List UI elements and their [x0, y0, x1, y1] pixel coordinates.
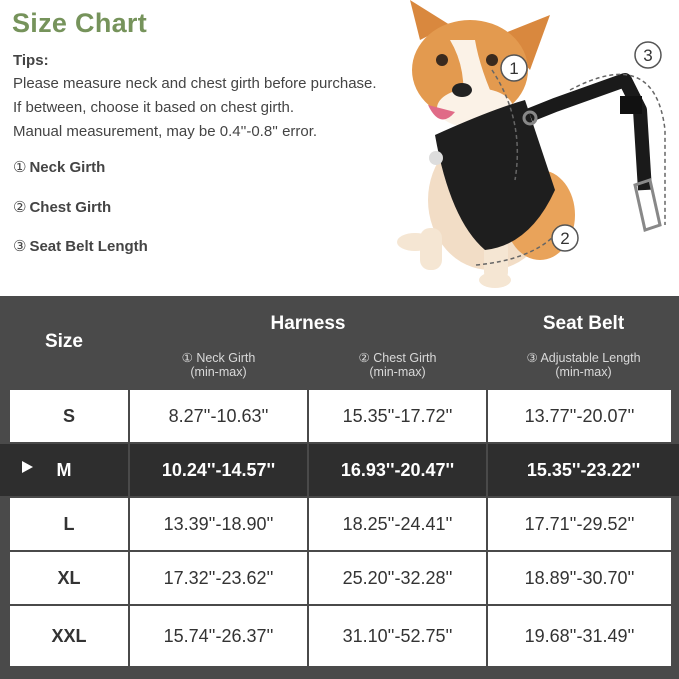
table-row-size: S	[10, 390, 128, 442]
table-cell-chest: 31.10''-52.75''	[309, 606, 486, 666]
size-column-header: Size	[44, 331, 84, 352]
tip-line: Please measure neck and chest girth before purchase.	[13, 75, 377, 92]
table-cell-belt: 17.71''-29.52''	[488, 498, 671, 550]
highlight-arrow-icon	[22, 461, 33, 473]
marker-1-icon: ①	[13, 159, 27, 176]
table-cell-neck: 10.24''-14.57''	[130, 444, 307, 496]
svg-text:2: 2	[560, 229, 570, 248]
seat-belt-header: Seat Belt	[542, 313, 625, 334]
table-cell-belt: 13.77''-20.07''	[488, 390, 671, 442]
neck-girth-subheader	[130, 346, 307, 384]
chest-girth-subheader	[309, 346, 486, 384]
legend-neck-girth	[13, 158, 105, 176]
table-row-size: XL	[10, 552, 128, 604]
table-cell-belt: 18.89''-30.70''	[488, 552, 671, 604]
dog-nose	[452, 83, 472, 97]
page-title: Size Chart	[12, 8, 148, 38]
adjustable-length-subheader	[488, 346, 679, 384]
subheader-line: (min-max)	[555, 365, 612, 379]
table-row-size: XXL	[10, 606, 128, 666]
table-cell-chest: 25.20''-32.28''	[309, 552, 486, 604]
marker-3-icon: ③	[13, 238, 27, 255]
svg-text:3: 3	[643, 46, 653, 65]
dog-eye	[436, 54, 448, 66]
dog-paw	[479, 272, 511, 288]
table-cell-belt: 19.68''-31.49''	[488, 606, 671, 666]
tip-line: Manual measurement, may be 0.4''-0.8'' error.	[13, 123, 318, 140]
marker-2-icon: ②	[13, 199, 27, 216]
table-row-size: L	[10, 498, 128, 550]
tips-heading: Tips:	[13, 52, 49, 69]
legend-label: Neck Girth	[29, 159, 106, 176]
subheader-line: (min-max)	[369, 365, 426, 379]
legend-label: Seat Belt Length	[29, 238, 148, 255]
table-cell-neck: 15.74''-26.37''	[130, 606, 307, 666]
legend-chest-girth	[13, 198, 111, 216]
table-cell-neck: 8.27''-10.63''	[130, 390, 307, 442]
harness-header: Harness	[270, 313, 346, 334]
table-cell-neck: 17.32''-23.62''	[130, 552, 307, 604]
legend-seat-belt-length	[13, 237, 148, 255]
harness-logo-icon	[429, 151, 443, 165]
subheader-line: ① Neck Girth	[181, 351, 256, 365]
seat-belt-buckle	[620, 96, 642, 114]
table-cell-neck: 13.39''-18.90''	[130, 498, 307, 550]
marker-2-icon	[552, 225, 578, 251]
table-cell-chest: 18.25''-24.41''	[309, 498, 486, 550]
tip-line: If between, choose it based on chest girth.	[13, 99, 295, 116]
subheader-line: (min-max)	[190, 365, 247, 379]
marker-3-icon	[635, 42, 661, 68]
subheader-line: ③ Adjustable Length	[526, 351, 641, 365]
dog-eye	[486, 54, 498, 66]
svg-text:1: 1	[509, 59, 519, 78]
dog-paw	[397, 233, 433, 251]
legend-label: Chest Girth	[29, 199, 112, 216]
table-cell-belt: 15.35''-23.22''	[488, 444, 679, 496]
table-row-size: M	[0, 444, 128, 496]
marker-1-icon	[501, 55, 527, 81]
table-cell-chest: 16.93''-20.47''	[309, 444, 486, 496]
table-cell-chest: 15.35''-17.72''	[309, 390, 486, 442]
dog-harness-illustration	[380, 0, 679, 296]
subheader-line: ② Chest Girth	[358, 351, 437, 365]
